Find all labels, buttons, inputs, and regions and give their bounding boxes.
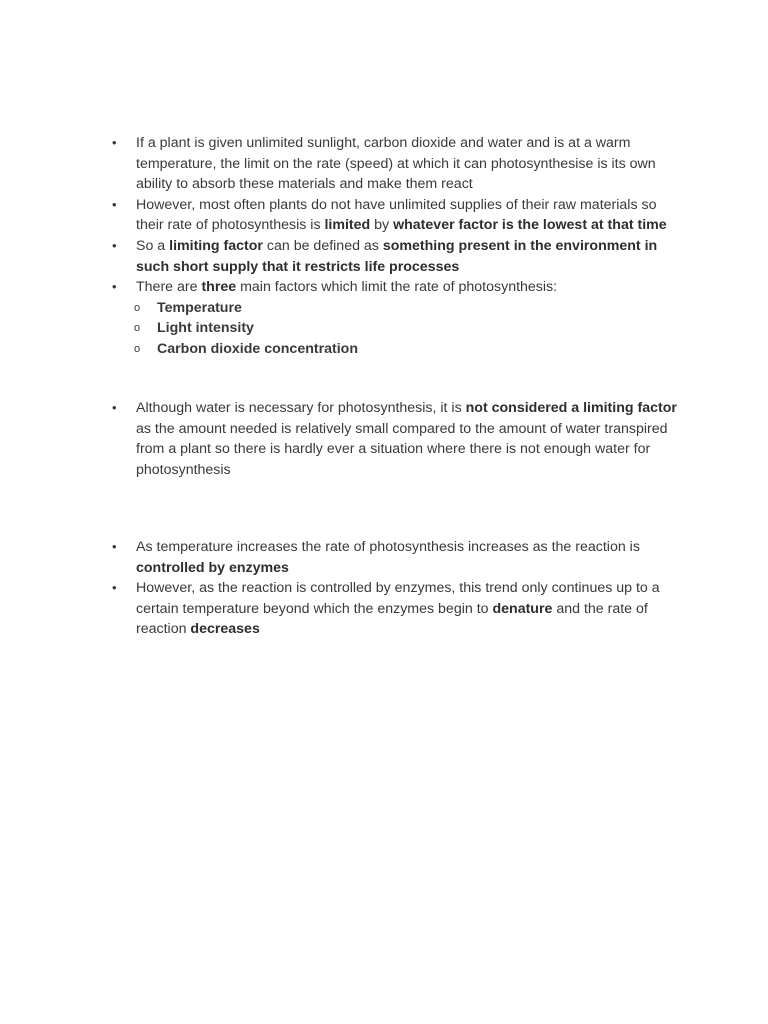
text: There are — [136, 279, 202, 296]
text: However, most often plants do not have unlimited supplies of their raw materials so their rate of photosynthesis is — [136, 196, 657, 234]
bold-text: not considered a limiting factor — [465, 400, 677, 416]
temperature-list — [112, 537, 682, 640]
bold-text: something present in the environment in such short supply that it restricts life processes — [136, 237, 658, 275]
sublist-item: o Temperature — [112, 298, 682, 319]
factors-sublist-container — [112, 298, 682, 360]
list-item — [112, 236, 682, 277]
sublist-item: o Light intensity — [112, 318, 682, 339]
water-note-list — [112, 398, 682, 480]
list-item — [112, 195, 682, 236]
limiting-factors-list — [112, 133, 682, 360]
text: As temperature increases the rate of photosynthesis increases as the reaction is — [136, 539, 640, 555]
list-item — [112, 398, 682, 480]
bold-text: limiting factor — [169, 237, 263, 254]
text: by — [370, 217, 394, 234]
factors-sublist — [112, 298, 682, 360]
list-item — [112, 537, 682, 578]
bold-text: three — [201, 279, 237, 296]
bold-text: whatever factor is the lowest at that time — [393, 217, 667, 234]
list-item — [112, 133, 682, 195]
bold-text: controlled by enzymes — [136, 559, 289, 576]
text: If a plant is given unlimited sunlight, carbon dioxide and water and is at a warm temperature, the limit on the rate (speed) at which it can photosynthesise is its own ability to absorb these materials and make them react — [136, 135, 656, 193]
text: can be defined as — [262, 237, 383, 254]
text: main factors which limit the rate of photosynthesis: — [236, 279, 558, 296]
text: Although water is necessary for photosynthesis, it is — [136, 400, 466, 416]
text: However, as the reaction is controlled by enzymes, this trend only continues up to a certain temperature beyond which the enzymes begin to — [136, 580, 660, 617]
text: and the rate of reaction — [136, 600, 648, 638]
list-item — [112, 277, 682, 298]
list-item — [112, 578, 682, 640]
text: So a — [136, 237, 170, 254]
bold-text: limited — [324, 217, 371, 234]
bold-text: decreases — [190, 621, 260, 638]
bold-text: denature — [492, 600, 553, 617]
sublist-item: o Carbon dioxide concentration — [112, 339, 682, 360]
text: as the amount needed is relatively small compared to the amount of water transpired from a plant so there is hardly ever a situation where there is not enough water for photosynthesis — [136, 420, 668, 478]
